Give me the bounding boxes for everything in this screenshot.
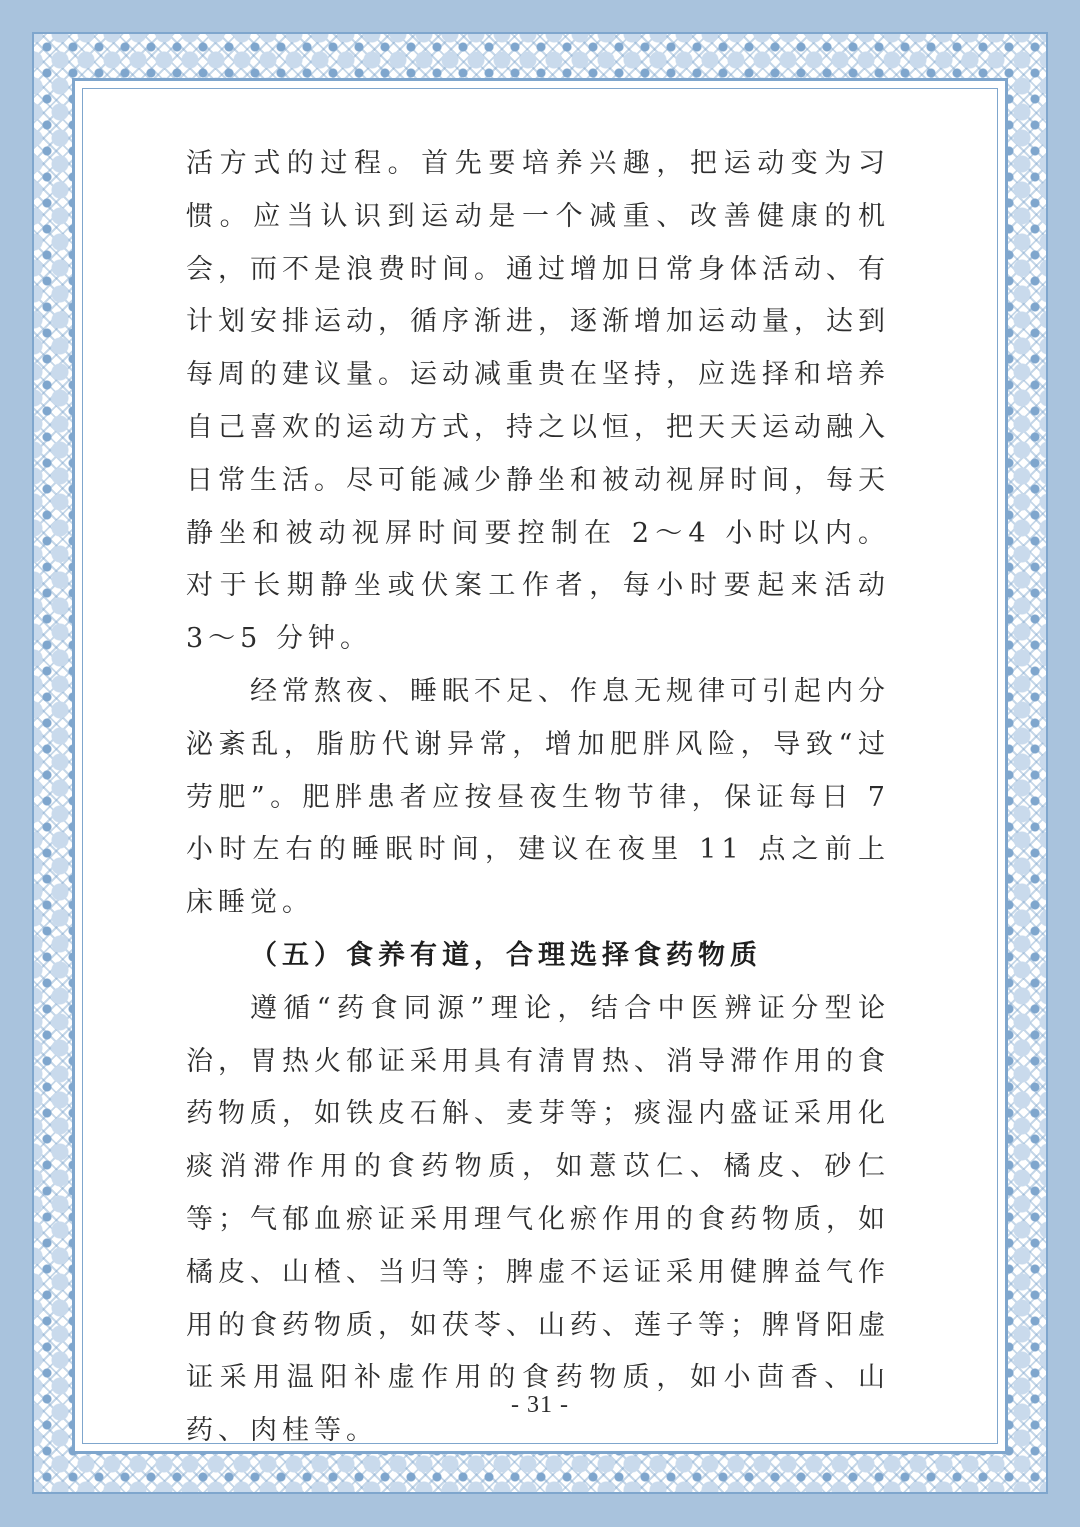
body-paragraph-3: 遵循“药食同源”理论，结合中医辨证分型论治，胃热火郁证采用具有清胃热、消导滞作用的食药物质，如铁皮石斛、麦芽等；痰湿内盛证采用化痰消滞作用的食药物质，如薏苡仁、橘皮、砂仁等；气郁血瘀证采用理气化瘀作用的食药物质，如橘皮、山楂、当归等；脾虚不运证采用健脾益气作用的食药物质，如茯苓、山药、莲子等；脾肾阳虚证采用温阳补虚作用的食药物质，如小茴香、山药、肉桂等。 bbox=[186, 992, 890, 1447]
body-paragraph-2: 经常熬夜、睡眠不足、作息无规律可引起内分泌紊乱，脂肪代谢异常，增加肥胖风险，导致“过劳肥”。肥胖患者应按昼夜生物节律，保证每日 7 小时左右的睡眠时间，建议在夜里 11 点之前上床睡觉。 bbox=[186, 675, 890, 919]
page-body bbox=[186, 138, 890, 1458]
body-paragraph-1: 活方式的过程。首先要培养兴趣，把运动变为习惯。应当认识到运动是一个减重、改善健康的机会，而不是浪费时间。通过增加日常身体活动、有计划安排运动，循序渐进，逐渐增加运动量，达到每周的建议量。运动减重贵在坚持，应选择和培养自己喜欢的运动方式，持之以恒，把天天运动融入日常生活。尽可能减少静坐和被动视屏时间，每天静坐和被动视屏时间要控制在 2～4 小时以内。对于长期静坐或伏案工作者，每小时要起来活动 3～5 分钟。 bbox=[186, 148, 890, 655]
page-number: - 31 - bbox=[511, 1392, 569, 1418]
section-heading: （五）食养有道，合理选择食药物质 bbox=[250, 939, 762, 971]
